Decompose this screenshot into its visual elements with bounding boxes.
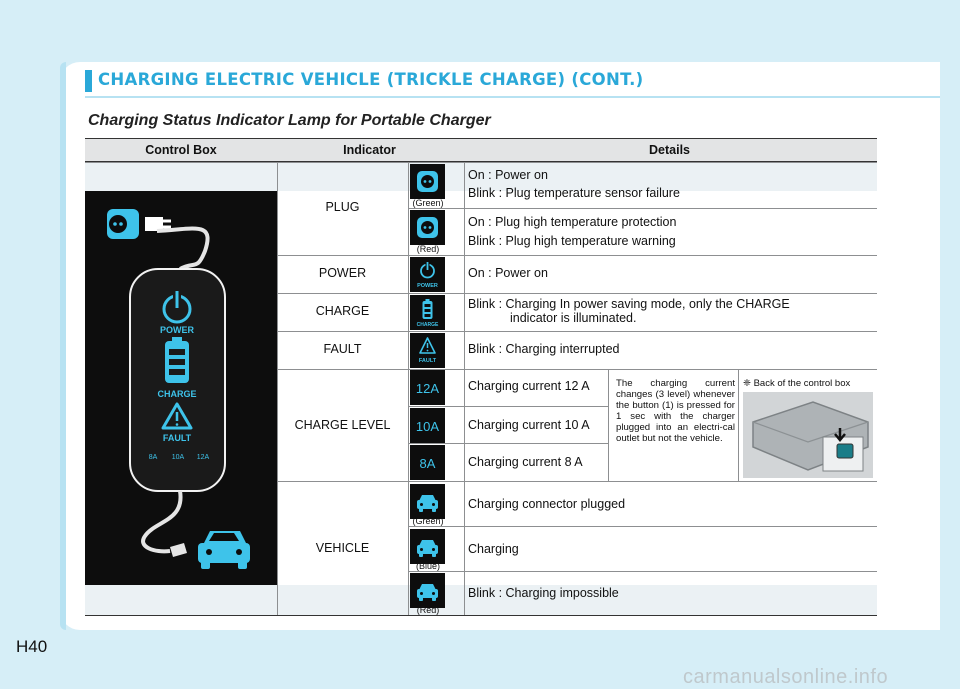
detail-plug-green-1: On : Power on xyxy=(468,168,548,182)
power-icon-label: POWER xyxy=(417,283,438,289)
group-charge: CHARGE xyxy=(315,304,370,318)
subtitle: Charging Status Indicator Lamp for Portable Charger xyxy=(88,112,491,129)
level-10a-label: 10A xyxy=(415,419,440,434)
row-line xyxy=(408,571,877,572)
plug-red-icon xyxy=(410,210,445,245)
row-line xyxy=(277,331,877,332)
caption-red: (Red) xyxy=(416,605,440,615)
detail-fault: Blink : Charging interrupted xyxy=(468,342,620,356)
battery-icon xyxy=(410,295,445,330)
section-rule xyxy=(85,96,940,98)
control-box-panel xyxy=(85,191,277,585)
cb-level-8: 8A xyxy=(148,454,158,461)
caption-red: (Red) xyxy=(416,244,440,254)
detail-plug-red-2: Blink : Plug high temperature warning xyxy=(468,234,676,248)
level-8a-label: 8A xyxy=(419,456,436,471)
detail-power: On : Power on xyxy=(468,266,548,280)
charge-icon-label: CHARGE xyxy=(416,322,439,328)
cable-top xyxy=(157,229,208,269)
page-number: H40 xyxy=(16,637,48,656)
group-vehicle: VEHICLE xyxy=(315,541,370,555)
detail-vehicle-green: Charging connector plugged xyxy=(468,497,626,511)
row-line xyxy=(408,406,608,407)
row-line xyxy=(408,208,877,209)
vehicle-green-icon xyxy=(410,484,445,519)
col-line xyxy=(464,162,465,615)
level-8a-icon xyxy=(410,445,445,480)
footer-watermark: carmanualsonline.info xyxy=(683,666,889,688)
col-line xyxy=(408,162,409,615)
cb-charge-label: CHARGE xyxy=(157,389,197,399)
connector-icon xyxy=(170,543,187,557)
header-indicator: Indicator xyxy=(343,143,396,157)
detail-vehicle-blue: Charging xyxy=(468,542,519,556)
row-line xyxy=(277,255,877,256)
fault-icon-label: FAULT xyxy=(418,358,437,364)
cb-level-10: 10A xyxy=(171,454,185,461)
col-line xyxy=(738,369,739,481)
detail-plug-red-1: On : Plug high temperature protection xyxy=(468,215,677,229)
level-10a-icon xyxy=(410,408,445,443)
detail-level-12: Charging current 12 A xyxy=(468,379,590,393)
row-line xyxy=(408,443,608,444)
table-bottom-line xyxy=(85,615,877,616)
row-line xyxy=(277,481,877,482)
control-box-illustration xyxy=(85,191,277,585)
car-icon xyxy=(198,531,250,569)
level-12a-icon xyxy=(410,370,445,405)
level-note: The charging current changes (3 level) whenever the button (1) is pressed for 1 sec with the charger plugged into an electri-cal outlet but not the vehicle. xyxy=(616,378,735,444)
header-control-box: Control Box xyxy=(145,143,217,157)
group-charge-level: CHARGE LEVEL xyxy=(294,418,391,432)
row-line xyxy=(277,369,877,370)
detail-level-8: Charging current 8 A xyxy=(468,455,583,469)
row-line xyxy=(408,526,877,527)
caption-green: (Green) xyxy=(412,516,444,526)
row-line xyxy=(85,162,877,163)
section-title: CHARGING ELECTRIC VEHICLE (TRICKLE CHARGE) (CONT.) xyxy=(98,70,644,89)
page-frame-edge xyxy=(60,62,66,630)
vehicle-blue-icon xyxy=(410,529,445,564)
group-plug: PLUG xyxy=(325,200,360,214)
plug-green-icon xyxy=(410,164,445,199)
back-of-box-caption: ❈ Back of the control box xyxy=(743,378,851,389)
detail-vehicle-red: Blink : Charging impossible xyxy=(468,586,619,600)
detail-level-10: Charging current 10 A xyxy=(468,418,590,432)
vehicle-red-icon xyxy=(410,573,445,608)
section-bar xyxy=(85,70,92,92)
group-fault: FAULT xyxy=(323,342,362,356)
power-icon xyxy=(410,257,445,292)
fault-icon xyxy=(410,333,445,368)
caption-green: (Green) xyxy=(412,198,444,208)
table-header xyxy=(85,138,877,162)
header-details: Details xyxy=(649,143,690,157)
row-line xyxy=(277,293,877,294)
cb-fault-label: FAULT xyxy=(162,433,192,443)
cable-bottom xyxy=(143,491,181,551)
cb-level-12: 12A xyxy=(196,454,210,461)
detail-charge-2: indicator is illuminated. xyxy=(510,311,637,325)
detail-plug-green-2: Blink : Plug temperature sensor failure xyxy=(468,186,680,200)
control-box-back-photo xyxy=(743,392,873,478)
caption-blue: (Blue) xyxy=(415,561,440,571)
group-power: POWER xyxy=(318,266,367,280)
cb-power-label: POWER xyxy=(159,325,195,335)
col-line xyxy=(608,369,609,481)
detail-charge-1: Blink : Charging In power saving mode, only the CHARGE xyxy=(468,297,790,311)
level-12a-label: 12A xyxy=(415,381,440,396)
